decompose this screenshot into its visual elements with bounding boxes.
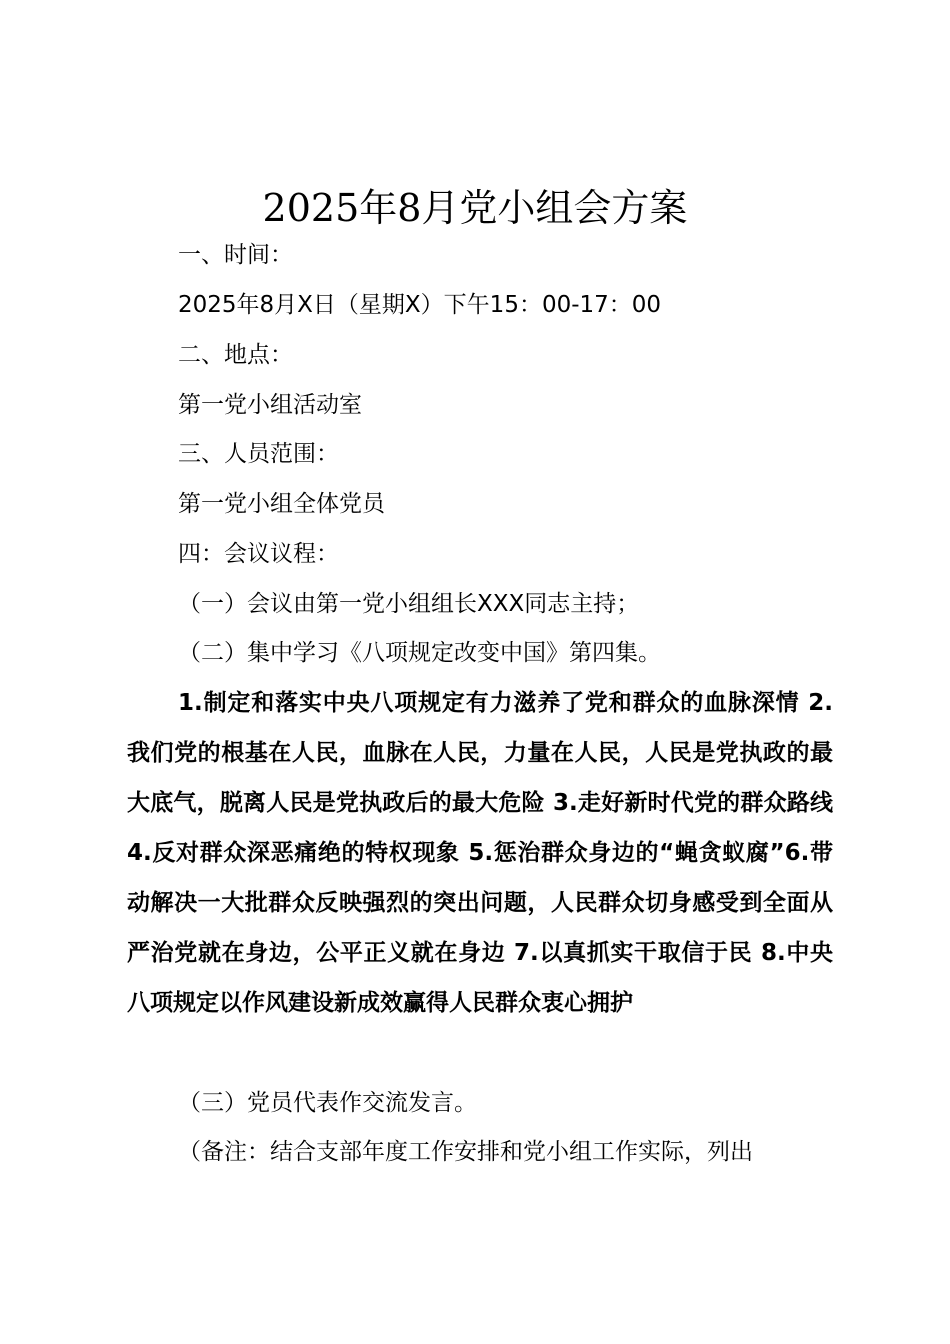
study-points-paragraph: 1.制定和落实中央八项规定有力滋养了党和群众的血脉深情 2.我们党的根基在人民，血脉在人民，力量在人民，人民是党执政的最大底气，脱离人民是党执政后的最大危险 3.走好新时代党的群众路线 4.反对群众深恶痛绝的特权现象 5.惩治群众身边的“蝇贪蚁腐”6.带动解决一大批群众反映强烈的突出问题，人民群众切身感受到全面从严治党就在身边，公平正义就在身边 7.以真抓实干取信于民 8.中央八项规定以作风建设新成效赢得人民群众衷心拥护 xyxy=(127,690,833,1016)
section-heading-location: 二、地点： xyxy=(178,342,293,368)
attendees-value: 第一党小组全体党员 xyxy=(178,491,385,517)
time-value: 2025年8月X日（星期X）下午15：00-17：00 xyxy=(178,292,662,318)
location-value: 第一党小组活动室 xyxy=(178,392,362,418)
remark-paragraph: （备注：结合支部年度工作安排和党小组工作实际，列出 xyxy=(178,1139,753,1165)
section-heading-attendees: 三、人员范围： xyxy=(178,441,339,467)
agenda-item-2: （二）集中学习《八项规定改变中国》第四集。 xyxy=(178,640,661,666)
agenda-item-3: （三）党员代表作交流发言。 xyxy=(178,1090,477,1116)
agenda-item-1: （一）会议由第一党小组组长XXX同志主持； xyxy=(178,591,640,617)
section-heading-agenda: 四：会议议程： xyxy=(178,541,339,567)
document-title: 2025年8月党小组会方案 xyxy=(262,186,688,230)
section-heading-time: 一、时间： xyxy=(178,242,293,268)
